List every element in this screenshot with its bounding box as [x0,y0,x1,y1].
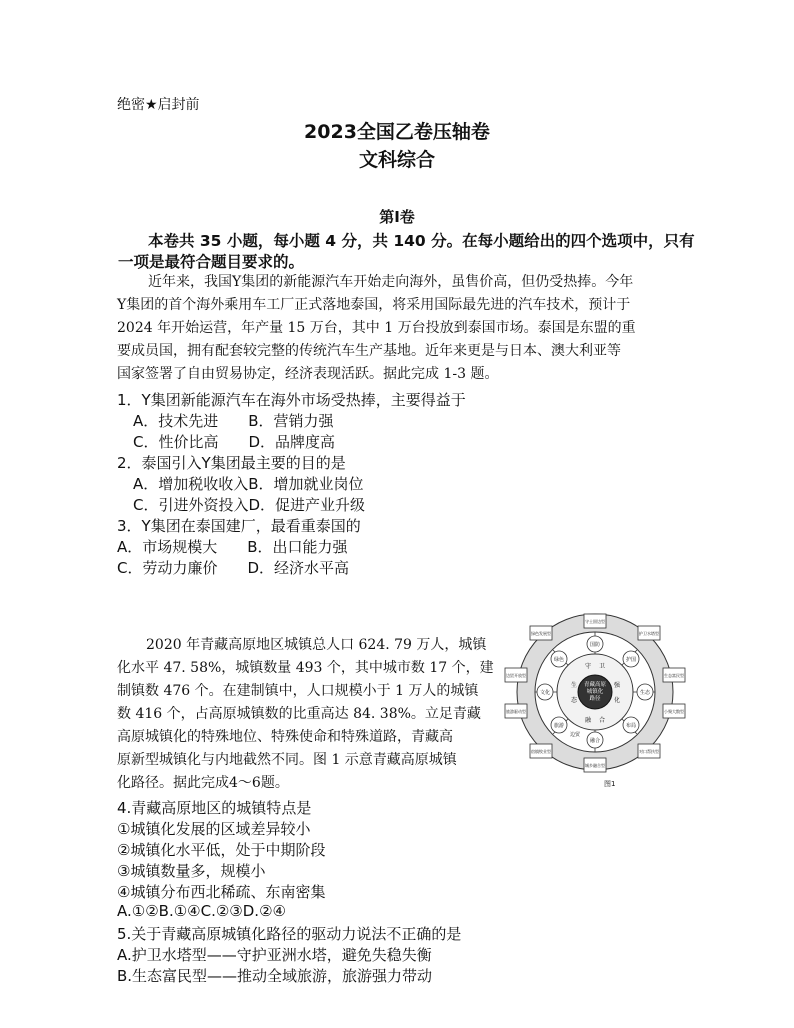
figure-caption: 图1 [604,780,616,788]
mid-ring-label: 生态 [639,690,651,696]
figure-center-text: 城镇化 [586,689,604,695]
passage-1-line: 近年来，我国Y集团的新能源汽车开始走向海外，虽售价高，但仍受热捧。今年 [148,274,634,290]
question-stem: 5.关于青藏高原城镇化路径的驱动力说法不正确的是 [117,925,462,943]
outer-box-label: 绿色发展型 [531,631,551,636]
question-item: ②城镇化水平低，处于中期阶段 [117,841,326,859]
instruction-line-2: 一项是最符合题目要求的。 [118,253,305,271]
mid-ring-label: 护国 [625,657,637,663]
passage-1-line: 国家签署了自由贸易协定，经济表现活跃。据此完成 1-3 题。 [117,366,499,382]
question-option-b: B.生态富民型——推动全域旅游，旅游强力带动 [117,967,433,985]
instruction-line-1: 本卷共 35 小题，每小题 4 分，共 140 分。在每小题给出的四个选项中，只有 [148,232,695,250]
question-options: C．性价比高 D．品牌度高 [133,433,336,451]
passage-2-line: 2020 年青藏高原地区城镇总人口 624. 79 万人，城镇 [146,637,487,653]
inner-ring-label: 生 [570,682,578,689]
passage-1-line: 要成员国，拥有配套较完整的传统汽车生产基地。近年来更是与日本、澳大利亚等 [117,343,621,359]
passage-2-line: 化水平 47. 58%，城镇数量 493 个，其中城市数 17 个，建 [117,660,494,676]
passage-2-line: 数 416 个，占高原城镇数的比重高达 84. 38%。立足青藏 [117,706,481,722]
inner-ring-label: 态 [570,697,578,704]
part-heading: 第Ⅰ卷 [379,208,415,226]
inner-ring-label: 强 [613,682,621,689]
figure-center-text: 青藏高原 [583,682,607,688]
outer-box-label: 小聚大散型 [664,709,684,714]
figure-center-text: 路径 [589,696,601,702]
mid-ring-label: 融合 [589,738,601,744]
question-stem: 2．泰国引入Y集团最主要的目的是 [117,454,346,472]
inner-ring-label: 守 [584,663,592,670]
passage-2-line: 制镇数 476 个。在建制镇中，人口规模小于 1 万人的城镇 [117,683,479,699]
question-option-a: A.护卫水塔型——守护亚洲水塔，避免失稳失衡 [117,946,432,964]
outer-box-label: 边贸开放型 [506,673,526,678]
mid-ring-label: 布局 [625,723,637,729]
mid-ring-label: 绿色 [553,657,565,663]
inner-ring-label: 卫 [598,663,606,670]
passage-2-line: 高原城镇化的特殊地位、特殊使命和特殊道路，青藏高 [117,729,453,745]
outer-box-label: 宿镇牧业型 [531,749,551,754]
outer-box-label: 旅游驱动型 [506,709,526,714]
question-options: C．劳动力廉价 D．经济水平高 [117,559,350,577]
mid-ring-label: 国防 [589,642,601,648]
question-stem: 3．Y集团在泰国建厂，最看重泰国的 [117,517,361,535]
outer-box-label: 护卫水塔型 [639,631,659,636]
outer-box-label: 城乡融合型 [585,763,605,768]
passage-2-line: 化路径。据此完成4～6题。 [117,775,289,791]
question-item: ①城镇化发展的区域差异较小 [117,820,311,838]
outer-box-label: 对口帮扶型 [639,749,659,754]
exam-subject: 文科综合 [358,149,435,171]
urbanization-path-diagram [500,612,690,790]
secret-label: 绝密★启封前 [117,97,200,113]
figure-1 [500,612,690,790]
passage-2-line: 原新型城镇化与内地截然不同。图 1 示意青藏高原城镇 [117,752,457,768]
outer-box-label: 生态富民型 [664,673,684,678]
question-options: A．增加税收收入B．增加就业岗位 [133,475,364,493]
inner-ring-label: 化 [613,697,621,704]
question-item: ④城镇分布西北稀疏、东南密集 [117,883,326,901]
outer-box-label: 守土固边型 [585,619,605,624]
inner-ring-label: 融 [584,717,592,724]
question-item: ③城镇数量多，规模小 [117,862,266,880]
inner-ring-label: 合 [598,717,606,724]
mid-ring-label: 旅游 [553,723,565,729]
exam-title: 2023全国乙卷压轴卷 [304,121,490,143]
question-options: A．技术先进 B．营销力强 [133,412,334,430]
question-options: A.①②B.①④C.②③D.②④ [117,902,286,920]
mid-ring-label: 文化 [539,690,551,696]
passage-1-line: 2024 年开始运营，年产量 15 万台，其中 1 万台投放到泰国市场。泰国是东盟的重 [117,320,636,336]
question-options: C．引进外资投入D．促进产业升级 [133,496,366,514]
question-stem: 1．Y集团新能源汽车在海外市场受热捧，主要得益于 [117,391,466,409]
question-stem: 4.青藏高原地区的城镇特点是 [117,799,312,817]
question-options: A．市场规模大 B．出口能力强 [117,538,348,556]
passage-1-line: Y集团的首个海外乘用车工厂正式落地泰国，将采用国际最先进的汽车技术，预计于 [117,297,631,313]
mid-ring-label: 边贸 [569,732,581,738]
